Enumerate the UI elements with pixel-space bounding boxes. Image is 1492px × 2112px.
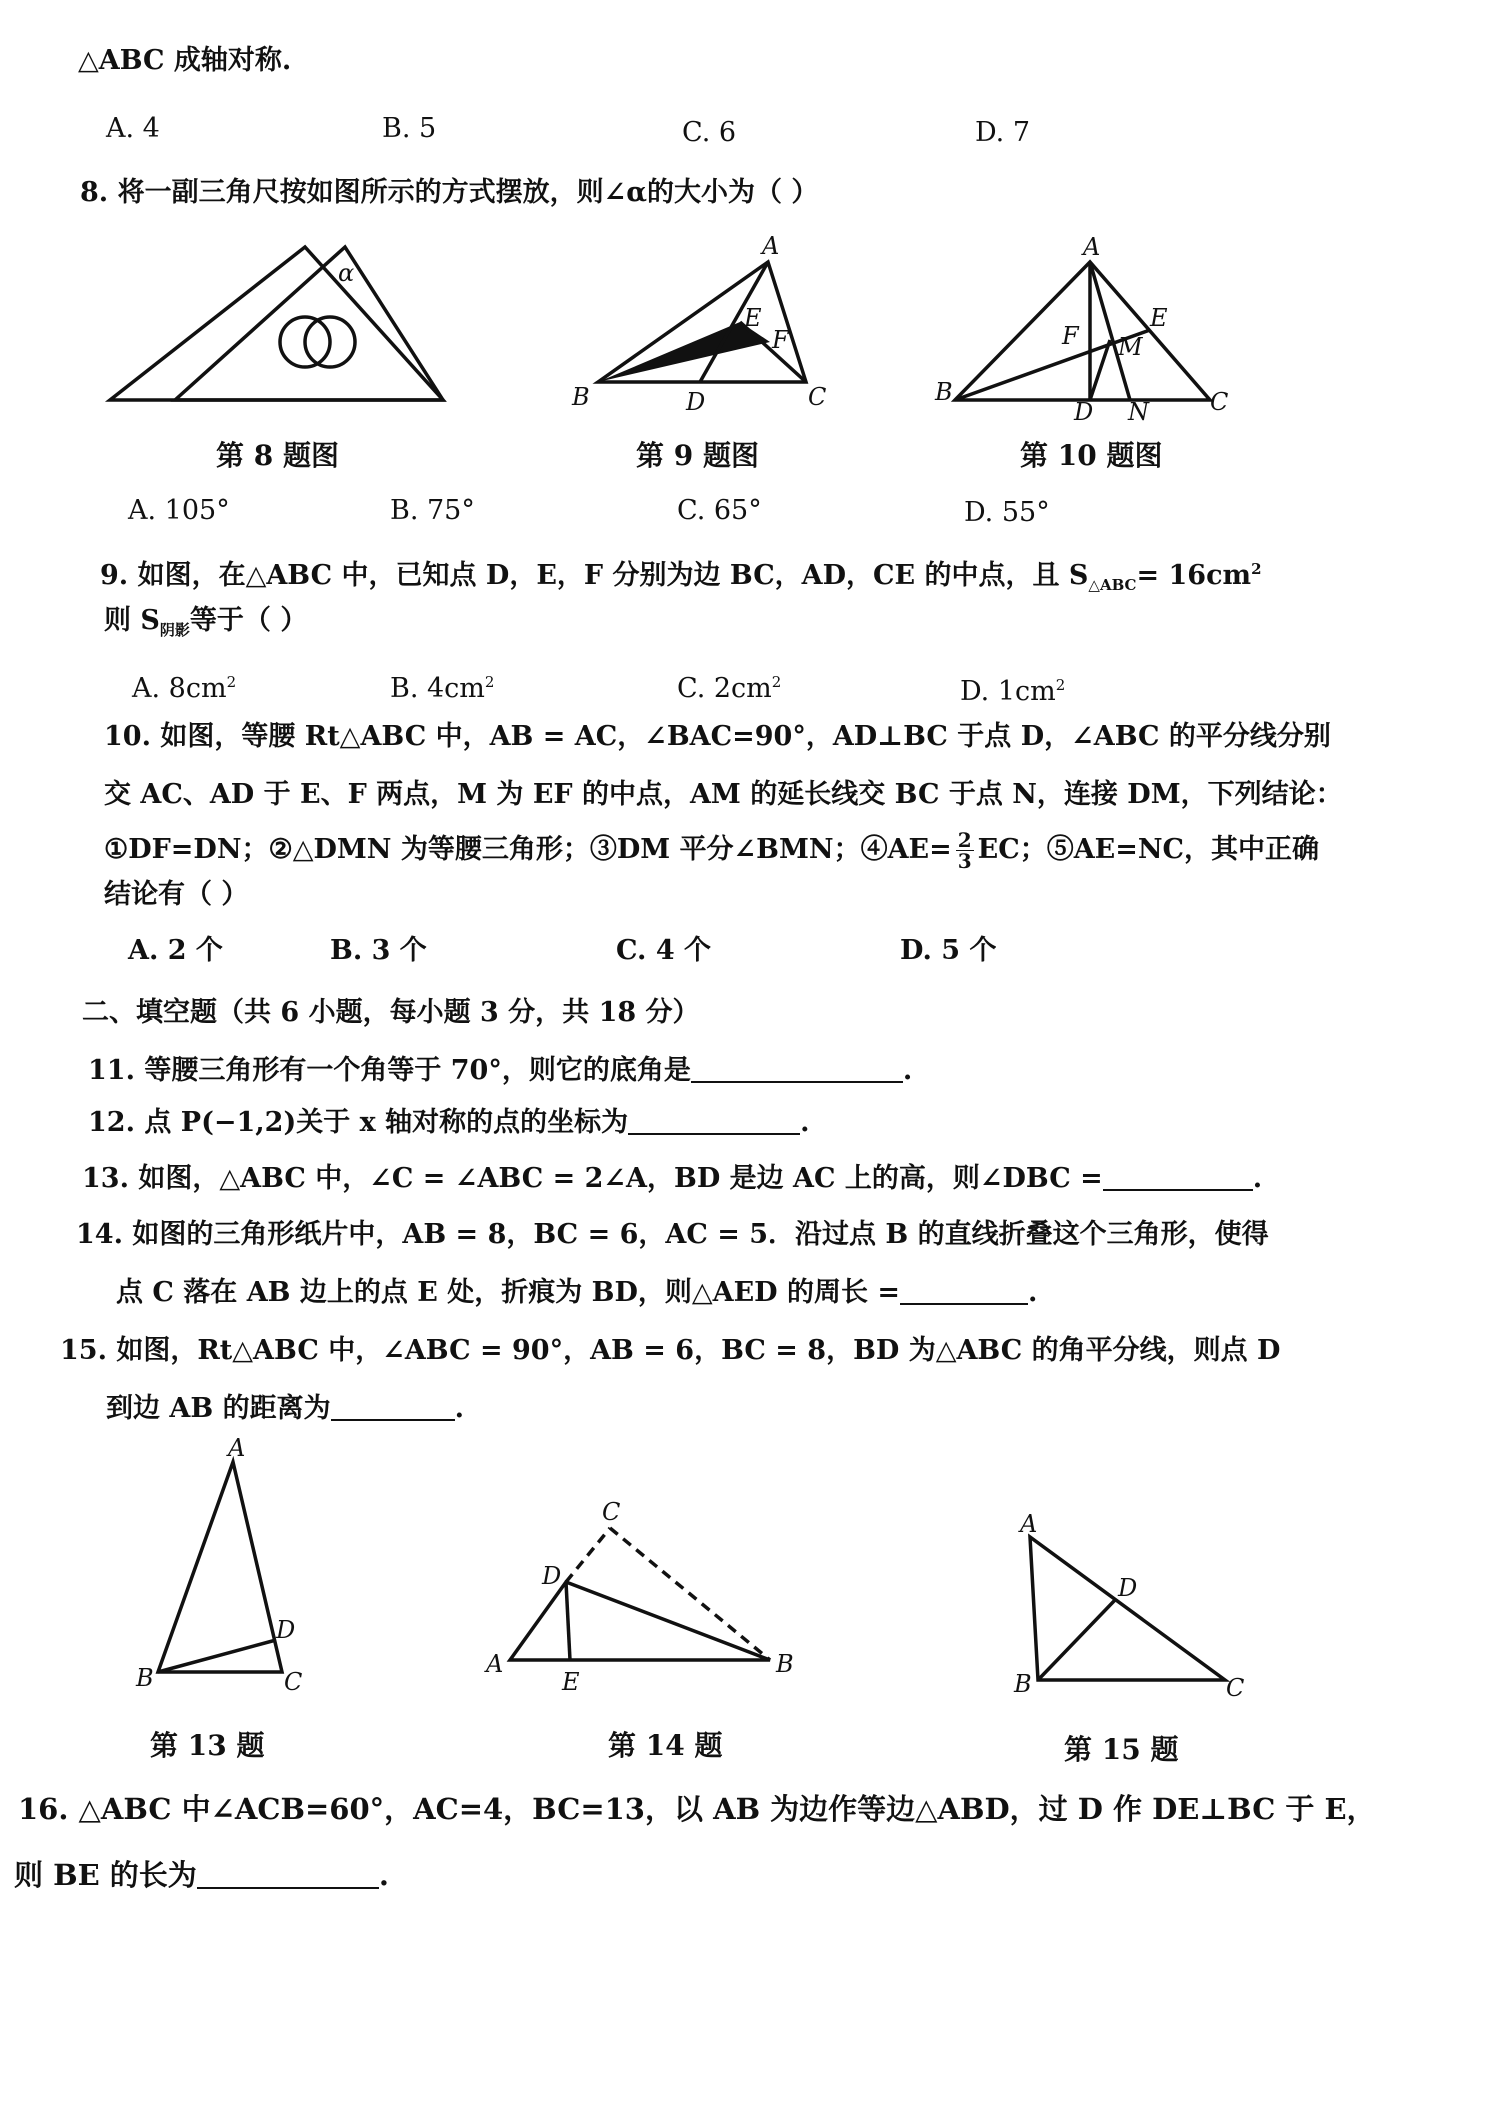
q9-option-b: B. $4cm^2$ xyxy=(390,673,495,704)
fig9-label-b: B xyxy=(572,383,590,411)
fig15-segment-bd xyxy=(1038,1600,1115,1680)
q8-option-b: B. 75° xyxy=(390,495,475,526)
fig9-label-d: D xyxy=(686,388,706,416)
fig15-label-d: D xyxy=(1118,1574,1138,1602)
q10-option-d: D. 5 个 xyxy=(900,935,997,966)
q16-line1: 16. △ABC 中∠ACB=60°，AC=4，BC=13，以 AB 为边作等边△ABD，过 D 作 DE⊥BC 于 E， xyxy=(18,1792,1376,1826)
fig9-label-e: E xyxy=(744,304,762,332)
q12-stem: 12. 点 P(−1,2)关于 x 轴对称的点的坐标为 . xyxy=(88,1107,810,1138)
fig9-label-a: A xyxy=(762,232,780,260)
fig10-label-b: B xyxy=(935,378,953,406)
fig10-label-a: A xyxy=(1083,233,1101,261)
q15-line2: 到边 AB 的距离为 . xyxy=(106,1393,464,1424)
q9-option-c: C. $2cm^2$ xyxy=(677,673,782,704)
q10-line1: 10. 如图，等腰 Rt△ABC 中，AB = AC，∠BAC=90°，AD⊥BC 于点 D，∠ABC 的平分线分别 xyxy=(104,721,1331,752)
fig10-caption: 第 10 题图 xyxy=(1020,439,1163,472)
q9-stem-line2: 则 $S_{阴影}$等于（ ） xyxy=(104,605,308,639)
fig10-label-n: N xyxy=(1128,398,1149,426)
fig15-label-b: B xyxy=(1014,1670,1032,1698)
q16-answer-blank xyxy=(197,1861,379,1889)
q7-option-a: A. 4 xyxy=(106,113,160,144)
q7-option-d: D. 7 xyxy=(975,117,1031,148)
fig15-label-a: A xyxy=(1020,1510,1038,1538)
fig14-label-e: E xyxy=(562,1668,580,1696)
q10-fraction: $\frac{2}{3}$ xyxy=(957,828,972,873)
q7-option-b: B. 5 xyxy=(382,113,437,144)
fig14-label-a: A xyxy=(486,1650,504,1678)
fig14-label-d: D xyxy=(542,1562,562,1590)
q8-option-a: A. 105° xyxy=(128,495,230,526)
q8-option-c: C. 65° xyxy=(677,495,762,526)
q7-stem-tail: △ABC 成轴对称. xyxy=(78,45,292,76)
fig10-label-f: F xyxy=(1062,322,1079,350)
fig9-caption: 第 9 题图 xyxy=(636,439,759,472)
fig15-caption: 第 15 题 xyxy=(1064,1733,1179,1766)
q16-line2: 则 BE 的长为 . xyxy=(14,1858,389,1892)
q13-stem: 13. 如图，△ABC 中，∠C = ∠ABC = 2∠A，BD 是边 AC 上的高，则∠DBC = . xyxy=(82,1163,1263,1194)
q10-option-b: B. 3 个 xyxy=(330,935,427,966)
fig8-caption: 第 8 题图 xyxy=(216,439,339,472)
q9-option-a: A. $8cm^2$ xyxy=(132,673,237,704)
fig13-label-a: A xyxy=(228,1434,246,1462)
fig10-label-d: D xyxy=(1074,398,1094,426)
fig13-label-d: D xyxy=(276,1616,296,1644)
fig13-label-b: B xyxy=(136,1664,154,1692)
fig8-label-alpha: α xyxy=(338,259,355,287)
fig10-label-c: C xyxy=(1210,388,1229,416)
q7-option-c: C. 6 xyxy=(682,117,737,148)
fig14-label-b: B xyxy=(776,1650,794,1678)
q8-option-d: D. 55° xyxy=(964,497,1050,528)
q8-stem: 8. 将一副三角尺按如图所示的方式摆放，则∠α的大小为（ ） xyxy=(80,177,819,208)
q15-line1: 15. 如图，Rt△ABC 中，∠ABC = 90°，AB = 6，BC = 8，BD 为△ABC 的角平分线，则点 D xyxy=(60,1335,1281,1366)
q14-line1: 14. 如图的三角形纸片中，AB = 8，BC = 6，AC = 5．沿过点 B 的直线折叠这个三角形，使得 xyxy=(76,1219,1269,1250)
fig13-label-c: C xyxy=(284,1668,303,1696)
fig13-caption: 第 13 题 xyxy=(150,1729,265,1762)
q9-option-d: D. $1cm^2$ xyxy=(960,676,1066,707)
fig9-label-c: C xyxy=(808,383,827,411)
q14-line2: 点 C 落在 AB 边上的点 E 处，折痕为 BD，则△AED 的周长 = . xyxy=(116,1277,1038,1308)
fig15-label-c: C xyxy=(1226,1674,1245,1702)
fig10-label-m: M xyxy=(1118,333,1143,361)
fig14-label-c: C xyxy=(602,1498,621,1526)
q10-line4: 结论有（ ） xyxy=(104,879,249,910)
q9-stem-line1: 9. 如图，在△ABC 中，已知点 D，E，F 分别为边 BC，AD，CE 的中点，且 $S_{\triangle ABC}= 16cm^2$ xyxy=(100,560,1262,594)
q10-option-c: C. 4 个 xyxy=(616,935,712,966)
q10-option-a: A. 2 个 xyxy=(128,935,223,966)
fig14-caption: 第 14 题 xyxy=(608,1729,723,1762)
fig10-label-e: E xyxy=(1150,304,1168,332)
q10-line2: 交 AC、AD 于 E、F 两点，M 为 EF 的中点，AM 的延长线交 BC 于点 N，连接 DM，下列结论： xyxy=(104,779,1343,810)
fig9-label-f: F xyxy=(772,326,789,354)
q11-stem: 11. 等腰三角形有一个角等于 70°，则它的底角是 . xyxy=(88,1055,913,1086)
section-2-heading: 二、填空题（共 6 小题，每小题 3 分，共 18 分） xyxy=(82,997,700,1028)
q10-line3: ①DF=DN；②△DMN 为等腰三角形；③DM 平分∠BMN；④AE= $\frac{2}{3}$ EC；⑤AE=NC，其中正确 xyxy=(104,828,1320,873)
